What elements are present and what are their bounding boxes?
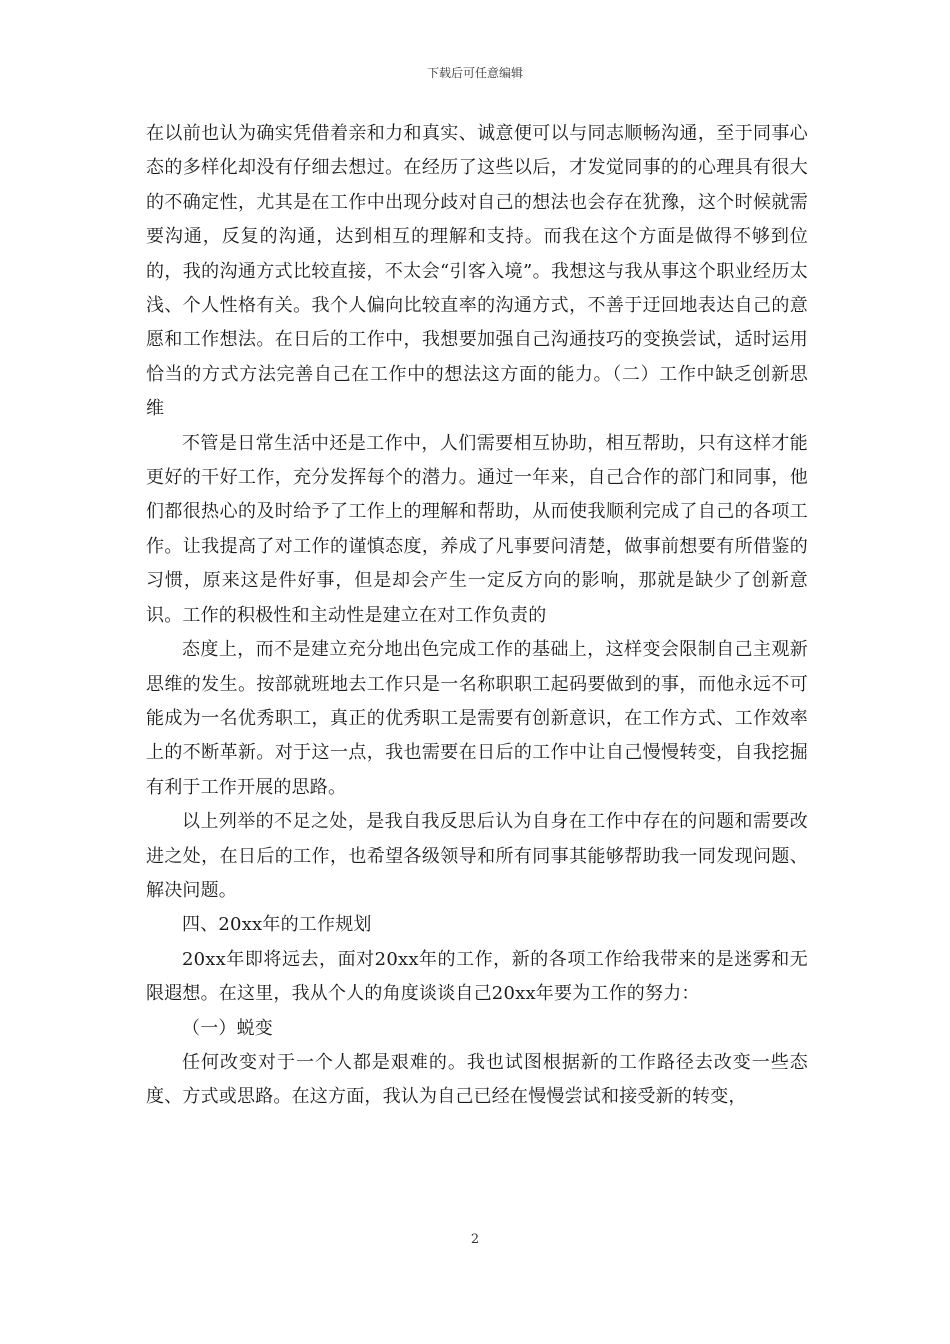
subsection-heading-transformation: （一）蜕变 bbox=[182, 1017, 273, 1039]
paragraph-plan-intro: 20xx年即将远去，面对20xx年的工作，新的各项工作给我带来的是迷雾和无限遐想。在这里，我从个人的角度谈谈自己20xx年要为工作的努力： bbox=[146, 948, 808, 1005]
paragraph-cooperation: 不管是日常生活中还是工作中，人们需要相互协助，相互帮助，只有这样才能更好的干好工作，充分发挥每个的潜力。通过一年来，自己合作的部门和同事，他们都很热心的及时给予了工作上的理解和帮助，从而使我顺利完成了自己的各项工作。让我提高了对工作的谨慎态度，养成了凡事要问清楚，做事前想要有所借鉴的习惯，原来这是件好事，但是却会产生一定反方向的影响，那就是缺少了创新意识。工作的积极性和主动性是建立在对工作负责的 bbox=[146, 432, 808, 626]
page-number: 2 bbox=[470, 1232, 480, 1247]
paragraph-transformation: 任何改变对于一个人都是艰难的。我也试图根据新的工作路径去改变一些态度、方式或思路。在这方面，我认为自己已经在慢慢尝试和接受新的转变， bbox=[146, 1051, 808, 1108]
paragraph-innovation: 态度上，而不是建立充分地出色完成工作的基础上，这样变会限制自己主观新思维的发生。按部就班地去工作只是一名称职职工起码要做到的事，而他永远不可能成为一名优秀职工，真正的优秀职工是需要有创新意识，在工作方式、工作效率上的不断革新。对于这一点，我也需要在日后的工作中让自己慢慢转变，自我挖掘有利于工作开展的思路。 bbox=[146, 639, 808, 798]
document-body bbox=[146, 117, 808, 1115]
page-header: 下载后可任意编辑 bbox=[426, 66, 523, 80]
paragraph-shortcomings: 以上列举的不足之处，是我自我反思后认为自身在工作中存在的问题和需要改进之处，在日后的工作，也希望各级领导和所有同事其能够帮助我一同发现问题、解决问题。 bbox=[146, 811, 808, 901]
section-heading-plan: 四、20xx年的工作规划 bbox=[182, 914, 372, 936]
paragraph-communication: 在以前也认为确实凭借着亲和力和真实、诚意便可以与同志顺畅沟通，至于同事心态的多样化却没有仔细去想过。在经历了这些以后，才发觉同事的的心理具有很大的不确定性，尤其是在工作中出现分歧对自己的想法也会存在犹豫，这个时候就需要沟通，反复的沟通，达到相互的理解和支持。而我在这个方面是做得不够到位的，我的沟通方式比较直接，不太会“引客入境”。我想这与我从事这个职业经历太浅、个人性格有关。我个人偏向比较直率的沟通方式，不善于迂回地表达自己的意愿和工作想法。在日后的工作中，我想要加强自己沟通技巧的变换尝试，适时运用恰当的方式方法完善自己在工作中的想法这方面的能力。（二）工作中缺乏创新思维 bbox=[146, 123, 808, 420]
